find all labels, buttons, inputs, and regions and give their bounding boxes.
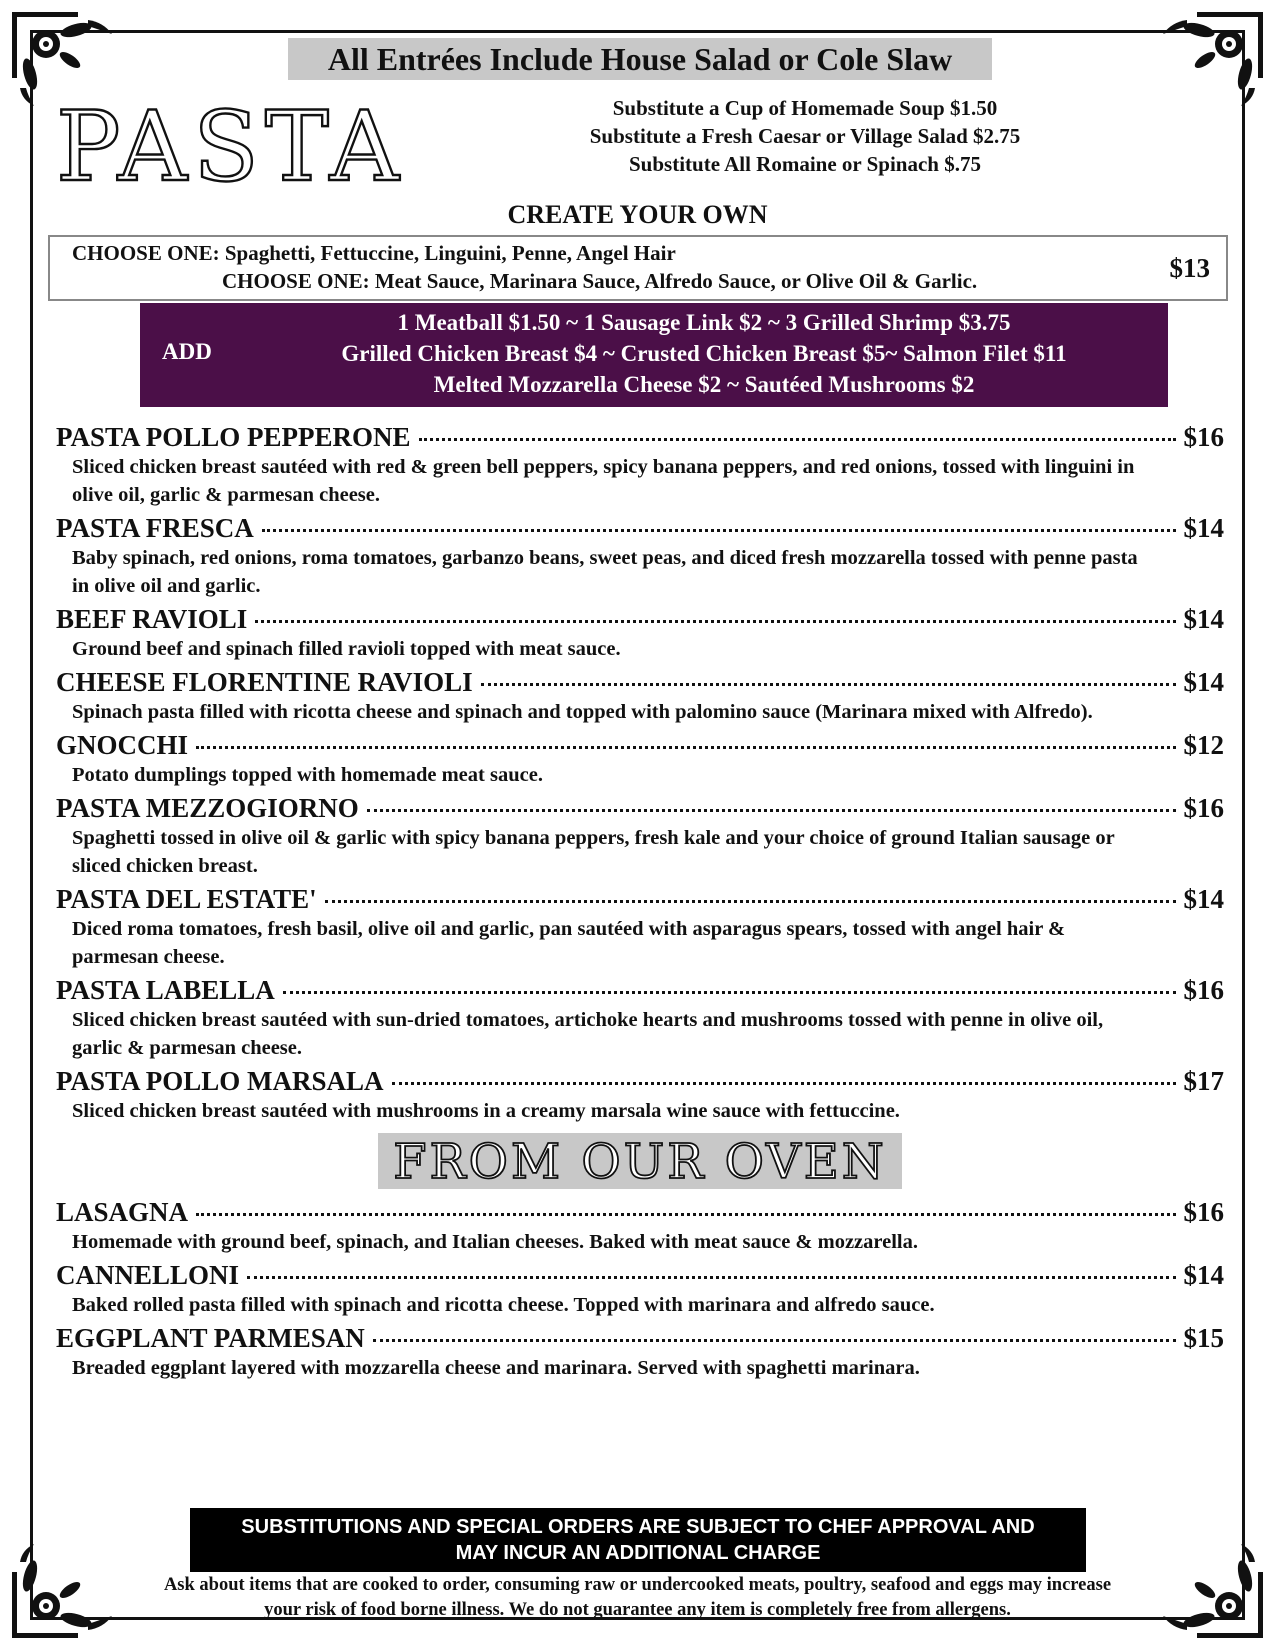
menu-item [56, 1323, 1224, 1382]
menu-item-name: CANNELLONI [56, 1260, 240, 1290]
menu-item-header [56, 975, 1224, 1006]
menu-item-description: Baby spinach, red onions, roma tomatoes, garbanzo beans, sweet peas, and diced fresh mozzarella tossed with penne pasta in olive oil and garlic. [72, 547, 1138, 597]
menu-item-description: Homemade with ground beef, spinach, and Italian cheeses. Baked with meat sauce & mozzarella. [72, 1231, 918, 1253]
menu-item-header [56, 1066, 1224, 1097]
dot-leader [196, 1213, 1175, 1216]
add-on-line: 1 Meatball $1.50 ~ 1 Sausage Link $2 ~ 3 Grilled Shrimp $3.75 [397, 310, 1011, 335]
create-your-own-price: $13 [1169, 253, 1210, 283]
dot-leader [373, 1339, 1176, 1342]
menu-item-price: $17 [1183, 1066, 1224, 1096]
menu-item-description: Potato dumplings topped with homemade meat sauce. [72, 764, 543, 786]
menu-item-name: PASTA POLLO MARSALA [56, 1066, 384, 1096]
oven-items-list [56, 1197, 1224, 1382]
menu-item [56, 793, 1224, 880]
menu-item-header [56, 793, 1224, 824]
dot-leader [325, 900, 1176, 903]
menu-item [56, 1260, 1224, 1319]
entree-includes-banner: All Entrées Include House Salad or Cole Slaw [288, 38, 992, 80]
menu-item-description: Breaded eggplant layered with mozzarella cheese and marinara. Served with spaghetti marinara. [72, 1357, 920, 1379]
dot-leader [481, 683, 1176, 686]
menu-items [56, 422, 1224, 1386]
create-your-own-heading: CREATE YOUR OWN [507, 200, 768, 229]
add-ons-box [140, 303, 1168, 407]
page-title: PASTA [56, 91, 405, 203]
menu-item-name: BEEF RAVIOLI [56, 604, 248, 634]
add-on-line: Melted Mozzarella Cheese $2 ~ Sautéed Mushrooms $2 [433, 372, 975, 397]
menu-item-price: $14 [1183, 1260, 1224, 1290]
substitutions-notice [190, 1508, 1086, 1572]
menu-item-name: CHEESE FLORENTINE RAVIOLI [56, 667, 473, 697]
menu-item-header [56, 1197, 1224, 1228]
dot-leader [419, 438, 1176, 441]
menu-item-price: $14 [1183, 667, 1224, 697]
menu-item [56, 730, 1224, 789]
add-ons-lines [250, 307, 1158, 400]
warning-line: Ask about items that are cooked to order, consuming raw or undercooked meats, poultry, seafood and eggs may increase [163, 1575, 1112, 1595]
pasta-items-list [56, 422, 1224, 1125]
notice-line: MAY INCUR AN ADDITIONAL CHARGE [455, 1542, 821, 1564]
notice-line: SUBSTITUTIONS AND SPECIAL ORDERS ARE SUBJECT TO CHEF APPROVAL AND [241, 1516, 1035, 1538]
menu-item [56, 1197, 1224, 1256]
dot-leader [247, 1276, 1175, 1279]
menu-item-name: GNOCCHI [56, 730, 189, 760]
menu-item-description: Spaghetti tossed in olive oil & garlic with spicy banana peppers, fresh kale and your choice of ground Italian sausage or sliced chicken breast. [72, 827, 1115, 877]
menu-item [56, 667, 1224, 726]
menu-item-header [56, 604, 1224, 635]
menu-item-header [56, 1323, 1224, 1354]
menu-item-name: PASTA MEZZOGIORNO [56, 793, 359, 823]
dot-leader [262, 529, 1176, 532]
menu-item-description: Ground beef and spinach filled ravioli topped with meat sauce. [72, 638, 621, 660]
menu-item-price: $14 [1183, 884, 1224, 914]
menu-item [56, 422, 1224, 509]
menu-item [56, 604, 1224, 663]
menu-item-price: $12 [1183, 730, 1224, 760]
menu-item-description: Diced roma tomatoes, fresh basil, olive oil and garlic, pan sautéed with asparagus spears, tossed with angel hair & parmesan cheese. [72, 918, 1066, 968]
choose-pasta-line: CHOOSE ONE: Spaghetti, Fettuccine, Linguini, Penne, Angel Hair [72, 241, 676, 265]
dot-leader [283, 991, 1176, 994]
menu-item-header [56, 884, 1224, 915]
menu-item-description: Spinach pasta filled with ricotta cheese and spinach and topped with palomino sauce (Marinara mixed with Alfredo). [72, 701, 1093, 723]
dot-leader [367, 809, 1176, 812]
substitution-greens: Substitute All Romaine or Spinach $.75 [628, 152, 981, 176]
menu-item-header [56, 730, 1224, 761]
menu-item-header [56, 513, 1224, 544]
menu-item-description: Baked rolled pasta filled with spinach and ricotta cheese. Topped with marinara and alfredo sauce. [72, 1294, 935, 1316]
add-on-line: Grilled Chicken Breast $4 ~ Crusted Chicken Breast $5~ Salmon Filet $11 [341, 341, 1067, 366]
floral-corner-ornament-top-right [1157, 8, 1267, 108]
menu-item [56, 513, 1224, 600]
dot-leader [196, 746, 1175, 749]
substitution-soup: Substitute a Cup of Homemade Soup $1.50 [612, 96, 998, 120]
menu-item-description: Sliced chicken breast sautéed with mushrooms in a creamy marsala wine sauce with fettuccine. [72, 1100, 900, 1122]
substitutions-list [530, 94, 1080, 178]
menu-item-price: $16 [1183, 975, 1224, 1005]
dot-leader [392, 1082, 1176, 1085]
menu-item-name: LASAGNA [56, 1197, 189, 1227]
menu-item-header [56, 667, 1224, 698]
menu-item-name: PASTA POLLO PEPPERONE [56, 422, 411, 452]
warning-line: your risk of food borne illness. We do not guarantee any item is completely free from allergens. [264, 1600, 1011, 1620]
menu-item-name: EGGPLANT PARMESAN [56, 1323, 365, 1353]
food-safety-warning [60, 1573, 1215, 1623]
menu-item-name: PASTA FRESCA [56, 513, 254, 543]
menu-item-price: $14 [1183, 604, 1224, 634]
menu-item-description: Sliced chicken breast sautéed with red & green bell peppers, spicy banana peppers, and red onions, tossed with linguini in olive oil, garlic & parmesan cheese. [72, 456, 1135, 506]
choose-sauce-line: CHOOSE ONE: Meat Sauce, Marinara Sauce, Alfredo Sauce, or Olive Oil & Garlic. [222, 269, 978, 293]
menu-item-price: $15 [1183, 1323, 1224, 1353]
menu-item [56, 1066, 1224, 1125]
menu-item-price: $16 [1183, 422, 1224, 452]
menu-item-description: Sliced chicken breast sautéed with sun-dried tomatoes, artichoke hearts and mushrooms tossed with penne in olive oil, garlic & parmesan cheese. [72, 1009, 1104, 1059]
menu-item [56, 975, 1224, 1062]
from-our-oven-heading: FROM OUR OVEN [378, 1133, 902, 1189]
create-your-own-box [48, 235, 1228, 301]
add-ons-label: ADD [162, 339, 212, 364]
dot-leader [255, 620, 1175, 623]
menu-item-price: $14 [1183, 513, 1224, 543]
menu-item-name: PASTA LABELLA [56, 975, 275, 1005]
menu-item-price: $16 [1183, 793, 1224, 823]
menu-item [56, 884, 1224, 971]
substitution-salad: Substitute a Fresh Caesar or Village Salad $2.75 [589, 124, 1021, 148]
menu-item-header [56, 1260, 1224, 1291]
menu-item-price: $16 [1183, 1197, 1224, 1227]
menu-item-name: PASTA DEL ESTATE' [56, 884, 317, 914]
menu-item-header [56, 422, 1224, 453]
